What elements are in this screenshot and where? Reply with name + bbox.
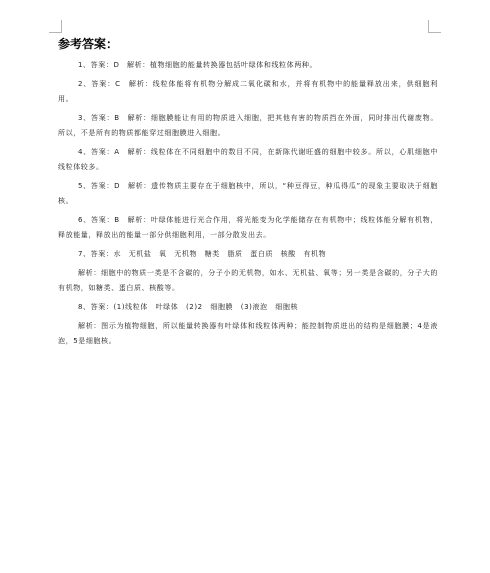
answer-1: 1、答案：D 解析：植物细胞的能量转换器包括叶绿体和线粒体两种。 xyxy=(78,61,318,69)
answer-6: 6、答案：B 解析：叶绿体能进行光合作用，将光能变为化学能储存在有机物中；线粒体能分解有机物，释放能量，释放出的能量一部分供细胞利用，一部分散发出去。 xyxy=(58,216,438,239)
answer-2: 2、答案：C 解析：线粒体能将有机物分解成二氧化碳和水，并将有机物中的能量释放出来，供细胞利用。 xyxy=(58,80,438,103)
answer-section xyxy=(58,36,438,353)
answer-8: 8、答案：(1)线粒体 叶绿体 (2)2 细胞膜 (3)液泡 细胞核 xyxy=(78,303,299,311)
answer-5: 5、答案：D 解析：遗传物质主要存在于细胞核中，所以，“种豆得豆，种瓜得瓜”的现象主要取决于细胞核。 xyxy=(58,182,438,205)
section-heading: 参考答案： xyxy=(58,37,119,51)
answer-8-explanation: 解析：图示为植物细胞，所以能量转换器有叶绿体和线粒体两种；能控制物质进出的结构是细胞膜；4是液泡，5是细胞核。 xyxy=(58,322,438,345)
answer-3: 3、答案：B 解析：细胞膜能让有用的物质进入细胞，把其他有害的物质挡在外面，同时排出代谢废物。所以，不是所有的物质都能穿过细胞膜进入细胞。 xyxy=(58,114,438,137)
answer-4: 4、答案：A 解析：线粒体在不同细胞中的数目不同，在新陈代谢旺盛的细胞中较多。所以，心肌细胞中线粒体较多。 xyxy=(58,148,438,171)
crop-mark-top-left xyxy=(49,20,62,33)
crop-mark-top-right xyxy=(428,20,441,33)
answer-7-explanation: 解析：细胞中的物质一类是不含碳的，分子小的无机物，如水、无机盐、氧等；另一类是含碳的，分子大的有机物，如糖类、蛋白质、核酸等。 xyxy=(58,269,438,292)
answer-7: 7、答案：水 无机盐 氧 无机物 糖类 脂质 蛋白质 核酸 有机物 xyxy=(78,250,327,258)
